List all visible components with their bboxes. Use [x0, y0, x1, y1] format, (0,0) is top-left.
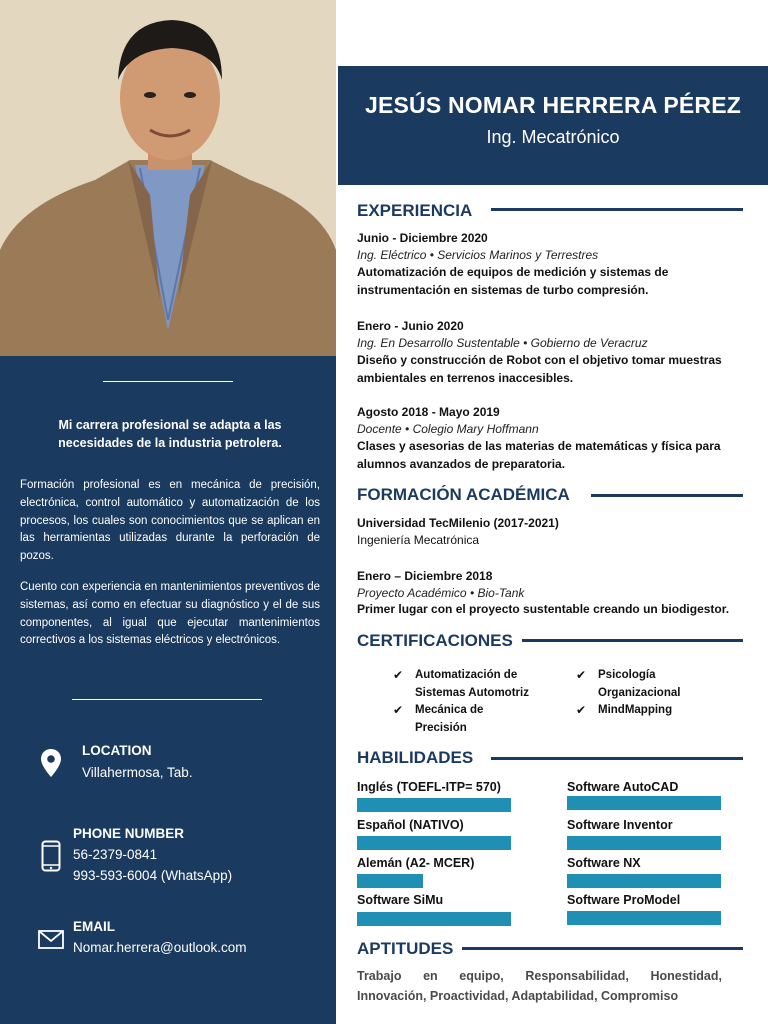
location-pin-icon — [40, 748, 62, 783]
experience-1-role: Ing. Eléctrico • Servicios Marinos y Terrestres — [357, 248, 599, 262]
education-1-degree: Ingeniería Mecatrónica — [357, 533, 480, 547]
section-title-certifications: CERTIFICACIONES — [357, 631, 513, 650]
left-divider-top — [103, 381, 233, 382]
profile-photo-illustration — [0, 0, 336, 356]
education-1-school: Universidad TecMilenio (2017-2021) — [357, 516, 559, 530]
header-band — [338, 66, 768, 185]
candidate-title: Ing. Mecatrónico — [486, 127, 620, 147]
location-value: Villahermosa, Tab. — [82, 765, 193, 780]
certification-item: Mecánica de Precisión — [415, 704, 484, 734]
skill-bar — [567, 874, 721, 888]
skill-bar — [567, 911, 721, 925]
profile-photo — [0, 0, 336, 356]
section-line-experience — [491, 208, 743, 211]
section-line-certifications — [522, 639, 743, 642]
phone-value-1[interactable]: 56-2379-0841 — [73, 847, 158, 862]
envelope-icon — [38, 930, 64, 954]
email-value[interactable]: Nomar.herrera@outlook.com — [73, 940, 247, 955]
phone-title: PHONE NUMBER — [73, 826, 185, 841]
experience-1-date: Junio - Diciembre 2020 — [357, 231, 488, 245]
profile-paragraph-1: Formación profesional es en mecánica de precisión, electrónica, control automático y automatización de los procesos, los cuales son conocimientos que se aplican en las herramientas utilizadas durante la perforación de pozos. — [20, 479, 320, 563]
phone-icon — [41, 840, 61, 877]
skill-label: Inglés (TOEFL-ITP= 570) — [357, 780, 501, 794]
experience-1-desc: Automatización de equipos de medición y sistemas de instrumentación en sistemas de turbo compresión. — [357, 265, 669, 297]
checkmark-icon: ✔ — [576, 668, 587, 682]
skill-label: Alemán (A2- MCER) — [357, 856, 475, 870]
certification-item: Psicología Organizacional — [598, 669, 681, 699]
skill-label: Software NX — [567, 856, 641, 870]
experience-3-role: Docente • Colegio Mary Hoffmann — [357, 422, 539, 436]
experience-2-role: Ing. En Desarrollo Sustentable • Gobierno de Veracruz — [357, 336, 648, 350]
skill-bar — [567, 836, 721, 850]
skill-bar — [357, 798, 511, 812]
checkmark-icon: ✔ — [393, 668, 404, 682]
checkmark-icon: ✔ — [393, 703, 404, 717]
candidate-name: JESÚS NOMAR HERRERA PÉREZ — [364, 92, 742, 118]
section-line-aptitudes — [462, 947, 743, 950]
section-line-education — [591, 494, 743, 497]
section-title-aptitudes: APTITUDES — [357, 939, 454, 958]
left-divider-bottom — [72, 699, 262, 700]
certification-item: MindMapping — [598, 704, 673, 716]
skill-bar — [357, 912, 511, 926]
experience-2-date: Enero - Junio 2020 — [357, 319, 464, 333]
education-2-role: Proyecto Académico • Bio-Tank — [357, 586, 525, 600]
skill-bar — [357, 836, 511, 850]
skill-label: Software AutoCAD — [567, 780, 679, 794]
skill-bar — [357, 874, 423, 888]
experience-2-desc: Diseño y construcción de Robot con el objetivo tomar muestras ambientales en terrenos inaccesibles. — [357, 353, 722, 385]
skill-label: Español (NATIVO) — [357, 818, 464, 832]
skill-label: Software Inventor — [567, 818, 673, 832]
skill-label: Software SiMu — [357, 893, 444, 907]
profile-paragraph-2: Cuento con experiencia en mantenimientos preventivos de sistemas, así como en efectuar su diagnóstico y el de sus componentes, al igual que ejecutar mantenimientos correctivos a los sistemas eléctricos y electrónicos. — [20, 581, 320, 647]
certification-item: Automatización de Sistemas Automotriz — [415, 669, 529, 699]
experience-3-desc: Clases y asesorias de las materias de matemáticas y física para alumnos avanzados de preparatoria. — [357, 439, 721, 471]
checkmark-icon: ✔ — [576, 703, 587, 717]
email-title: EMAIL — [73, 919, 115, 934]
education-2-date: Enero – Diciembre 2018 — [357, 569, 493, 583]
section-line-skills — [491, 757, 743, 760]
phone-value-2[interactable]: 993-593-6004 (WhatsApp) — [73, 868, 233, 883]
skill-bar — [567, 796, 721, 810]
location-title: LOCATION — [82, 743, 152, 758]
aptitudes-text: Trabajo en equipo, Responsabilidad, Honestidad, Innovación, Proactividad, Adaptabilidad, Compromiso — [357, 969, 722, 1003]
section-title-experience: EXPERIENCIA — [357, 201, 473, 220]
section-title-skills: HABILIDADES — [357, 748, 474, 767]
experience-3-date: Agosto 2018 - Mayo 2019 — [357, 405, 500, 419]
section-title-education: FORMACIÓN ACADÉMICA — [357, 485, 570, 504]
skill-label: Software ProModel — [567, 893, 681, 907]
career-summary: Mi carrera profesional se adapta a las necesidades de la industria petrolera. — [58, 418, 282, 450]
education-2-desc: Primer lugar con el proyecto sustentable creando un biodigestor. — [357, 602, 730, 616]
